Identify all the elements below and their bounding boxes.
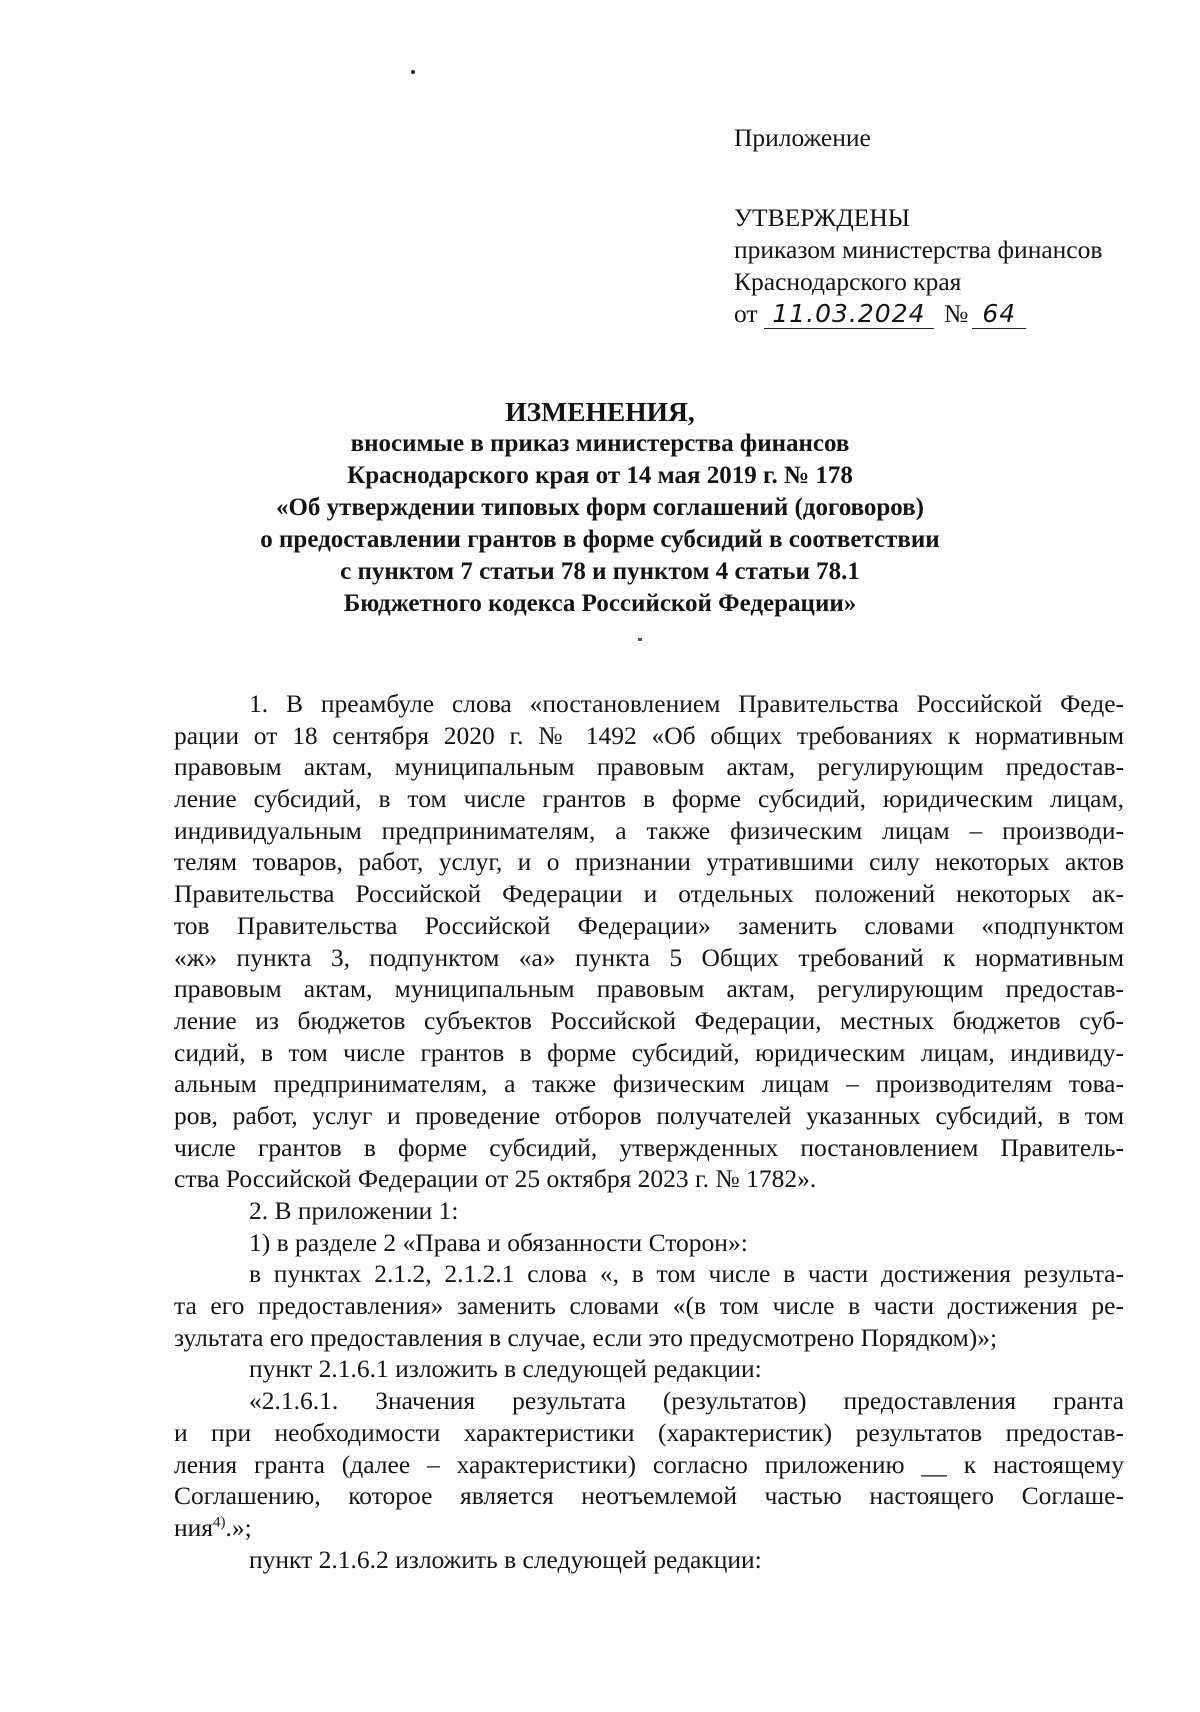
paragraph-1-line: ление субсидий, в том числе грантов в форме субсидий, юридическим лицам,	[174, 784, 1124, 814]
paragraph-1-line: рации от 18 сентября 2020 г. № 1492 «Об общих требованиях к нормативным	[174, 720, 1124, 750]
document-heading	[250, 396, 950, 620]
paragraph-6-line: и при необходимости характеристики (характеристик) результатов предостав-	[174, 1417, 1124, 1447]
heading-line: вносимые в приказ министерства финансов	[350, 430, 850, 457]
paragraph-5: пункт 2.1.6.1 изложить в следующей редакции:	[249, 1354, 762, 1384]
heading-line: с пунктом 7 статьи 78 и пунктом 4 статьи 78.1	[340, 558, 860, 585]
paragraph-1-line: правовым актам, муниципальным правовым актам, регулирующим предостав-	[174, 752, 1124, 782]
paragraph-4-line: та его предоставления» заменить словами «(в том числе в части достижения ре-	[174, 1291, 1124, 1321]
paragraph-1-line: 1. В преамбуле слова «постановлением Правительства Российской Феде-	[249, 689, 1124, 718]
order-date-number-line	[734, 298, 1174, 330]
heading-line: Бюджетного кодекса Российской Федерации»	[343, 590, 857, 617]
paragraph-1-line: альным предпринимателям, а также физическим лицам – производителям това-	[174, 1069, 1124, 1099]
paragraph-6-line: ления гранта (далее – характеристики) согласно приложению __ к настоящему	[174, 1449, 1124, 1479]
paragraph-1-line: телям товаров, работ, услуг, и о признании утратившими силу некоторых актов	[174, 847, 1124, 877]
approved-label: УТВЕРЖДЕНЫ	[734, 203, 910, 232]
heading-line: «Об утверждении типовых форм соглашений (договоров)	[275, 494, 925, 521]
approval-block	[734, 122, 1174, 330]
document-body	[174, 688, 1124, 1575]
paragraph-1-line: ление из бюджетов субъектов Российской Федерации, местных бюджетов суб-	[174, 1005, 1124, 1035]
paragraph-1-line: индивидуальным предпринимателям, а также физическим лицам – производи-	[174, 815, 1124, 845]
paragraph-1-line: Правительства Российской Федерации и отдельных положений некоторых ак-	[174, 879, 1124, 909]
scan-mark	[638, 638, 642, 641]
paragraph-6-line: «2.1.6.1. Значения результата (результатов) предоставления гранта	[249, 1386, 1124, 1416]
number-label: №	[943, 299, 969, 328]
approved-by-line-1: приказом министерства финансов	[734, 235, 1103, 264]
approved-by-line-2: Краснодарского края	[734, 267, 962, 296]
paragraph-7: пункт 2.1.6.2 изложить в следующей редакции:	[249, 1544, 762, 1574]
handwritten-date: 11.03.2024	[764, 300, 934, 329]
heading-line: о предоставлении грантов в форме субсидий в соответствии	[260, 526, 940, 553]
heading-title: ИЗМЕНЕНИЯ,	[505, 396, 695, 427]
paragraph-6-last-line	[174, 1512, 1124, 1544]
paragraph-1-line: тов Правительства Российской Федерации» заменить словами «подпунктом	[174, 910, 1124, 940]
paragraph-4-line: зультата его предоставления в случае, если это предусмотрено Порядком)»;	[174, 1322, 998, 1352]
paragraph-1-line: правовым актам, муниципальным правовым актам, регулирующим предостав-	[174, 974, 1124, 1004]
footnote-ref: 4)	[213, 1514, 226, 1531]
paragraph-2: 2. В приложении 1:	[249, 1196, 459, 1225]
paragraph-3: 1) в разделе 2 «Права и обязанности Сторон»:	[249, 1227, 748, 1257]
paragraph-6-end-tail: .»;	[225, 1512, 252, 1542]
paragraph-1-line: «ж» пункта 3, подпунктом «а» пункта 5 Общих требований к нормативным	[174, 942, 1124, 972]
appendix-label: Приложение	[734, 123, 871, 152]
handwritten-number: 64	[972, 300, 1026, 329]
paragraph-6-end-text: ния	[174, 1512, 214, 1542]
heading-line: Краснодарского края от 14 мая 2019 г. № 178	[347, 462, 853, 489]
paragraph-1-line: числе грантов в форме субсидий, утвержденных постановлением Правитель-	[174, 1132, 1124, 1162]
paragraph-1-line: сидий, в том числе грантов в форме субсидий, юридическим лицам, индивиду-	[174, 1037, 1124, 1067]
scan-speck	[411, 70, 415, 74]
paragraph-4-line: в пунктах 2.1.2, 2.1.2.1 слова «, в том числе в части достижения результа-	[249, 1259, 1124, 1289]
paragraph-1-line: ров, работ, услуг и проведение отборов получателей указанных субсидий, в том	[174, 1100, 1124, 1130]
from-label: от	[734, 299, 758, 328]
paragraph-1-line: ства Российской Федерации от 25 октября 2023 г. № 1782».	[174, 1164, 817, 1194]
paragraph-6-line: Соглашению, которое является неотъемлемой частью настоящего Соглаше-	[174, 1481, 1124, 1511]
